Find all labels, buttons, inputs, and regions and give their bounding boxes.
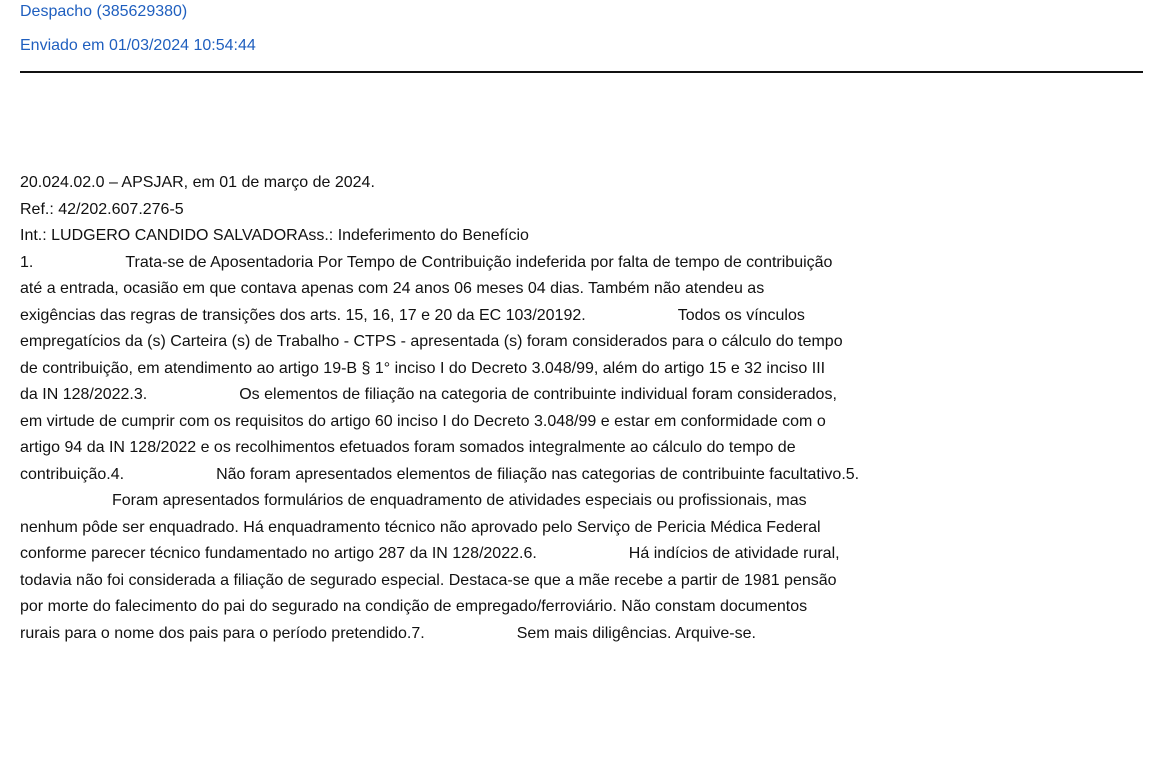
paragraph-line: empregatícios da (s) Carteira (s) de Trabalho - CTPS - apresentada (s) foram considerados para o cálculo do tempo	[20, 333, 843, 350]
reference-line: Ref.: 42/202.607.276-5	[20, 200, 184, 218]
paragraph-line: de contribuição, em atendimento ao artigo 19-B § 1° inciso I do Decreto 3.048/99, além do artigo 15 e 32 inciso III	[20, 359, 826, 377]
paragraph-line: rurais para o nome dos pais para o período pretendido.7. Sem mais diligências. Arquive-se.	[20, 624, 756, 642]
paragraph-line: todavia não foi considerada a filiação de segurado especial. Destaca-se que a mãe recebe a partir de 1981 pensão	[20, 571, 837, 589]
document-header	[20, 0, 1143, 56]
paragraph-line: por morte do falecimento do pai do segurado na condição de empregado/ferroviário. Não constam documentos	[20, 598, 808, 615]
paragraph-line: 1. Trata-se de Aposentadoria Por Tempo de Contribuição indeferida por falta de tempo de contribuição	[20, 253, 833, 271]
paragraph-line: até a entrada, ocasião em que contava apenas com 24 anos 06 meses 04 dias. Também não atendeu as	[20, 280, 765, 297]
paragraph-line: conforme parecer técnico fundamentado no artigo 287 da IN 128/2022.6. Há indícios de atividade rural,	[20, 545, 840, 562]
interested-subject-line: Int.: LUDGERO CANDIDO SALVADORAss.: Indeferimento do Benefício	[20, 227, 529, 244]
paragraph-line: da IN 128/2022.3. Os elementos de filiação na categoria de contribuinte individual foram considerados,	[20, 386, 837, 403]
paragraph-line: contribuição.4. Não foram apresentados elementos de filiação nas categorias de contribuinte facultativo.5.	[20, 465, 860, 483]
document-title: Despacho (385629380)	[20, 3, 188, 20]
place-date-line: 20.024.02.0 – APSJAR, em 01 de março de 2024.	[20, 174, 375, 191]
paragraph-line: nenhum pôde ser enquadrado. Há enquadramento técnico não aprovado pelo Serviço de Pericia Médica Federal	[20, 518, 821, 536]
paragraph-line: artigo 94 da IN 128/2022 e os recolhimentos efetuados foram somados integralmente ao cálculo do tempo de	[20, 439, 796, 456]
sent-timestamp: Enviado em 01/03/2024 10:54:44	[20, 37, 256, 54]
header-divider	[20, 71, 1143, 73]
paragraph-line: exigências das regras de transições dos arts. 15, 16, 17 e 20 da EC 103/20192. Todos os vínculos	[20, 306, 805, 324]
dispatch-body	[20, 170, 1143, 647]
item-number: 1.	[20, 253, 34, 271]
paragraph-line: Foram apresentados formulários de enquadramento de atividades especiais ou profissionais, mas	[112, 492, 807, 509]
paragraph-line: em virtude de cumprir com os requisitos do artigo 60 inciso I do Decreto 3.048/99 e estar em conformidade com o	[20, 412, 826, 430]
